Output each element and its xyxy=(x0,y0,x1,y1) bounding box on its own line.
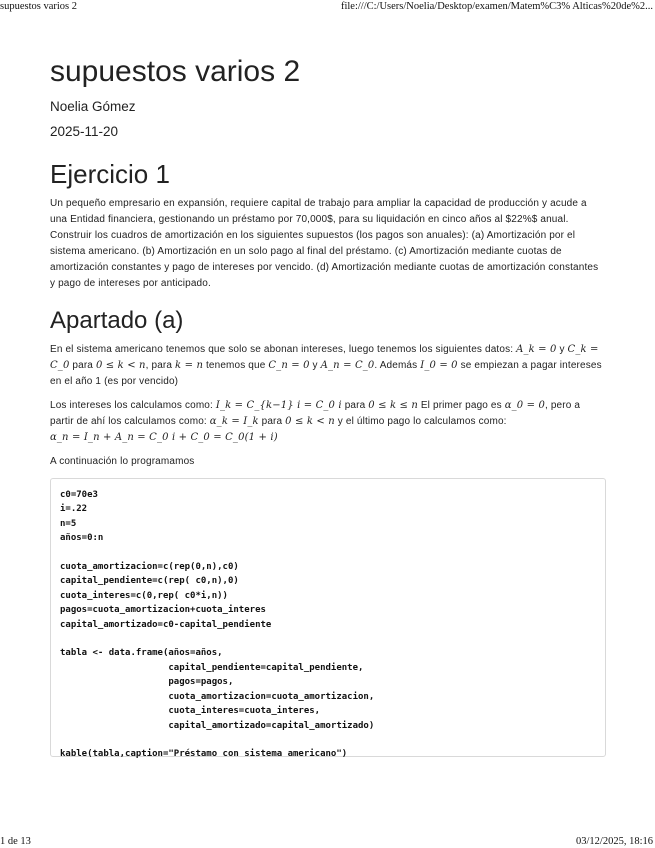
document-date: 2025-11-20 xyxy=(50,124,119,139)
math-inline: I_k = C_{k−1} i = C_0 i xyxy=(215,400,342,411)
math-inline: α_k = I_k xyxy=(209,416,259,427)
document-body xyxy=(50,52,606,760)
document-title: supuestos varios 2 xyxy=(50,55,301,88)
apartado-paragraph-3: A continuación lo programamos xyxy=(50,456,195,467)
math-inline: 0 ≤ k < n xyxy=(285,416,335,427)
code-text[interactable]: c0=70e3 i=.22 n=5 años=0:n cuota_amortizacion=c(rep(0,n),c0) capital_pendiente=c(rep( c0,n),0) cuota_interes=c(0,rep( c0*i,n)) pagos=cuota_amortizacion+cuota_interes capital_amortizado=c0-capital_pendiente tabla <- data.frame(años=años, capital_pendiente=capital_pendiente, pagos=pagos, cuota_amortizacion=cuota_amortizacion, cuota_interes=cuota_interes, capital_amortizado=capital_amortizado) kable(tabla,caption="Préstamo con sistema americano") xyxy=(60,490,375,760)
math-inline: I_0 = 0 xyxy=(420,360,458,371)
apartado-paragraph-1: En el sistema americano tenemos que solo se abonan intereses, luego tenemos los siguientes datos: A_k = 0 y C_k = C_0 para 0 ≤ k < n, para k = n tenemos que C_n = 0 y A_n = C_0. Además I_0 = 0 se empiezan a pagar intereses en el año 1 (es por vencido) xyxy=(50,344,602,387)
document-author: Noelia Gómez xyxy=(50,99,136,114)
print-header-url: file:///C:/Users/Noelia/Desktop/examen/Matem%C3% Alticas%20de%2... xyxy=(340,1,653,12)
math-inline: A_n = C_0 xyxy=(320,360,375,371)
math-inline: α_n = I_n + A_n = C_0 i + C_0 = C_0(1 + i) xyxy=(50,432,278,443)
math-inline: k = n xyxy=(175,360,204,371)
math-inline: α_0 = 0 xyxy=(504,400,545,411)
section-heading-apartado: Apartado (a) xyxy=(50,307,184,334)
print-timestamp: 03/12/2025, 18:16 xyxy=(575,836,653,847)
math-inline: C_k = C_0 xyxy=(50,344,599,371)
apartado-paragraph-2: Los intereses los calculamos como: I_k = C_{k−1} i = C_0 i para 0 ≤ k ≤ n El primer pago es α_0 = 0, pero a partir de ahí los calculamos como: α_k = I_k para 0 ≤ k < n y el último pago lo calculamos como: α_n = I_n + A_n = C_0 i + C_0 = C_0(1 + i) xyxy=(50,400,581,443)
math-inline: A_k = 0 xyxy=(516,344,557,355)
math-inline: C_n = 0 xyxy=(268,360,310,371)
code-block[interactable] xyxy=(50,478,606,760)
section-heading-ejercicio: Ejercicio 1 xyxy=(50,159,170,189)
math-inline: 0 ≤ k < n xyxy=(95,360,146,371)
page-number: 1 de 13 xyxy=(0,836,31,847)
print-header-title: supuestos varios 2 xyxy=(0,1,77,12)
ejercicio-statement: Un pequeño empresario en expansión, requiere capital de trabajo para ampliar la capacidad de producción y acude a una Entidad financiera, gestionando un préstamo por 70,000$, para su liquidación en cinco años al $22%$ anual. Construir los cuadros de amortización en los siguientes supuestos (los pagos son anuales): (a) Amortización por el sistema americano. (b) Amortización en un solo pago al final del préstamo. (c) Amortización mediante cuotas de amortización constantes y pago de intereses por vencido. (d) Amortización mediante cuotas de amortización constantes y pago de intereses por anticipado. xyxy=(50,198,599,289)
math-inline: 0 ≤ k ≤ n xyxy=(368,400,418,411)
